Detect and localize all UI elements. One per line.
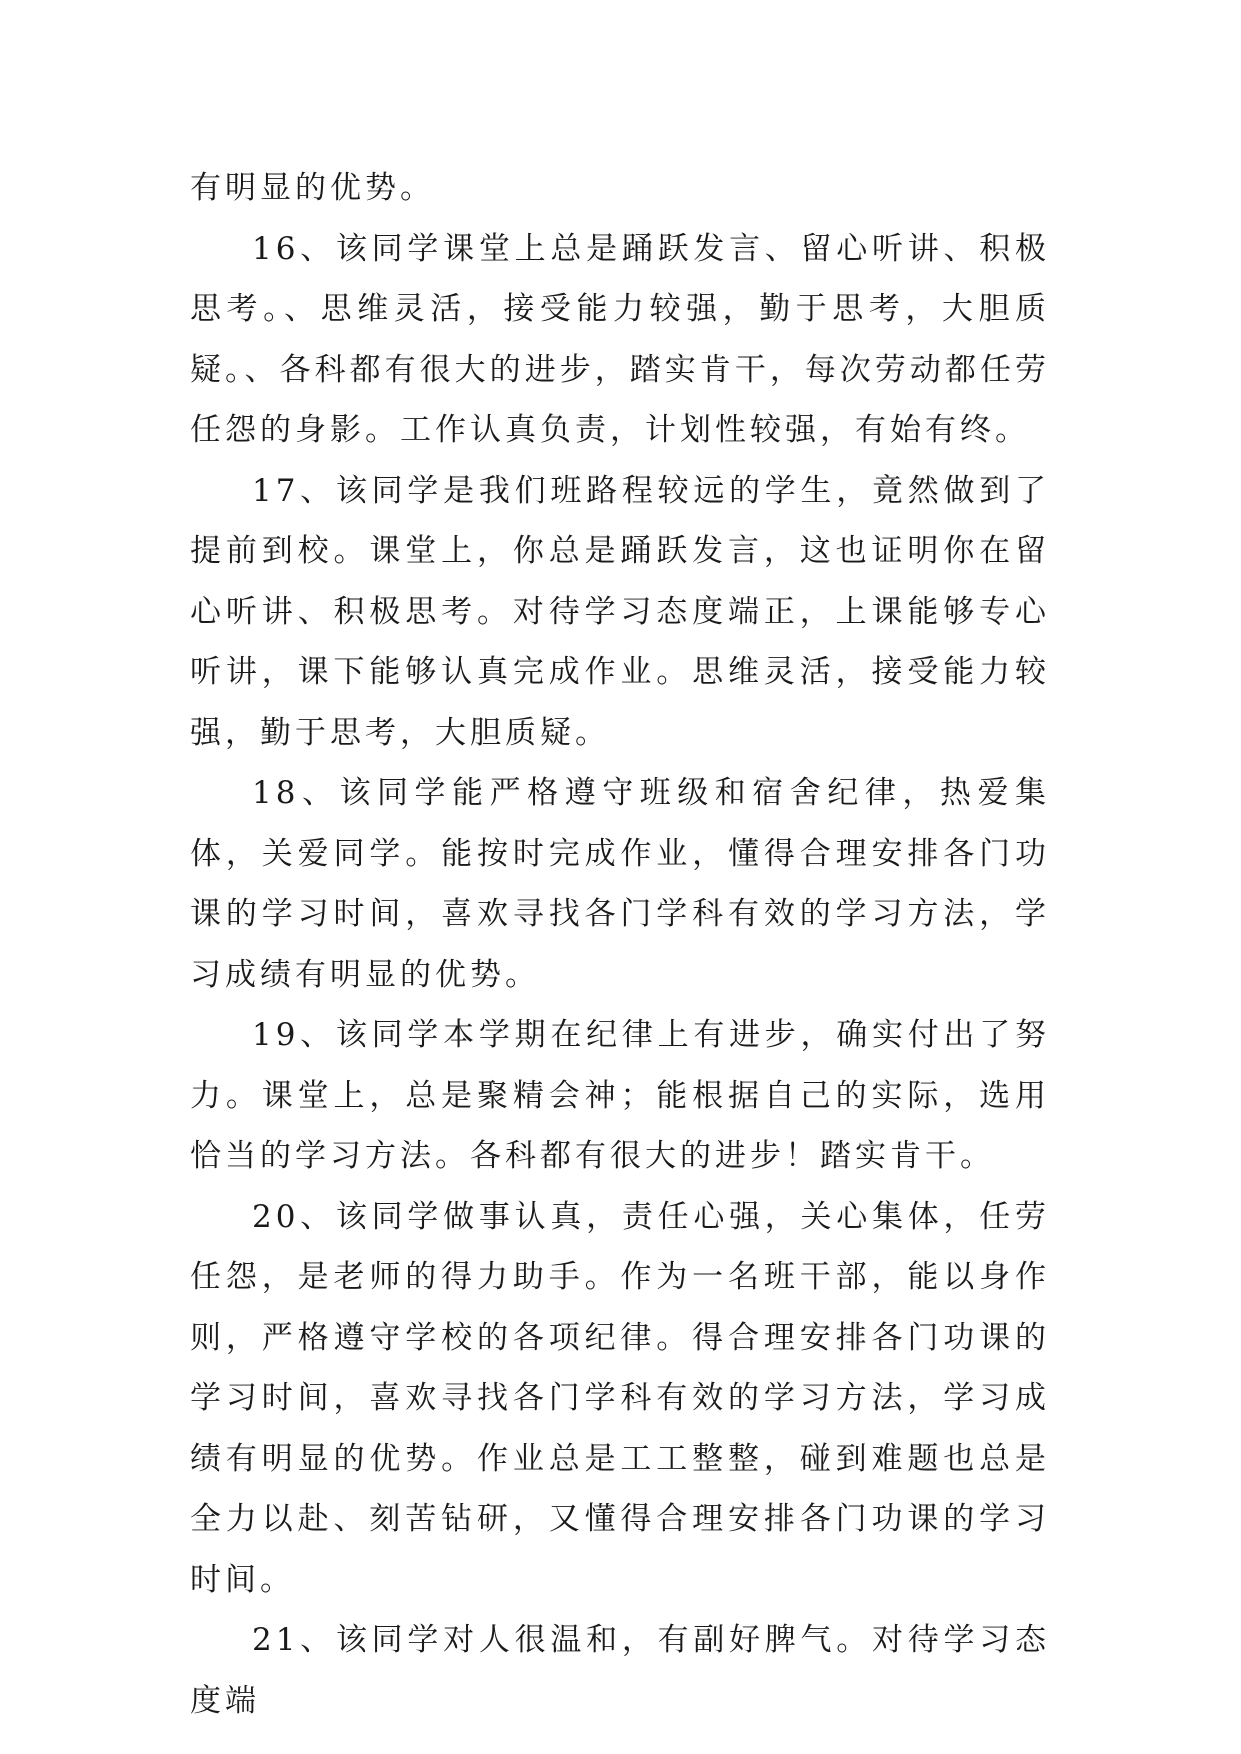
paragraph-item-20: 20、该同学做事认真，责任心强，关心集体，任劳任怨，是老师的得力助手。作为一名班干部，能以身作则，严格遵守学校的各项纪律。得合理安排各门功课的学习时间，喜欢寻找各门学科有效的学习方法，学习成绩有明显的优势。作业总是工工整整，碰到难题也总是全力以赴、刻苦钻研，又懂得合理安排各门功课的学习时间。 <box>190 1198 1050 1598</box>
paragraph-continuation: 有明显的优势。 <box>190 170 435 206</box>
paragraph-item-16: 16、该同学课堂上总是踊跃发言、留心听讲、积极思考。、思维灵活，接受能力较强，勤于思考，大胆质疑。、各科都有很大的进步，踏实肯干，每次劳动都任劳任怨的身影。工作认真负责，计划性较强，有始有终。 <box>190 230 1050 448</box>
paragraph-item-18: 18、该同学能严格遵守班级和宿舍纪律，热爱集体，关爱同学。能按时完成作业，懂得合理安排各门功课的学习时间，喜欢寻找各门学科有效的学习方法，学习成绩有明显的优势。 <box>190 775 1050 993</box>
paragraph-item-17: 17、该同学是我们班路程较远的学生，竟然做到了提前到校。课堂上，你总是踊跃发言，这也证明你在留心听讲、积极思考。对待学习态度端正，上课能够专心听讲，课下能够认真完成作业。思维灵活，接受能力较强，勤于思考，大胆质疑。 <box>190 472 1050 751</box>
paragraph-item-21: 21、该同学对人很温和，有副好脾气。对待学习态度端 <box>190 1622 1050 1719</box>
document-body <box>190 158 1050 1731</box>
paragraph-item-19: 19、该同学本学期在纪律上有进步，确实付出了努力。课堂上，总是聚精会神；能根据自己的实际，选用恰当的学习方法。各科都有很大的进步！踏实肯干。 <box>190 1017 1050 1174</box>
